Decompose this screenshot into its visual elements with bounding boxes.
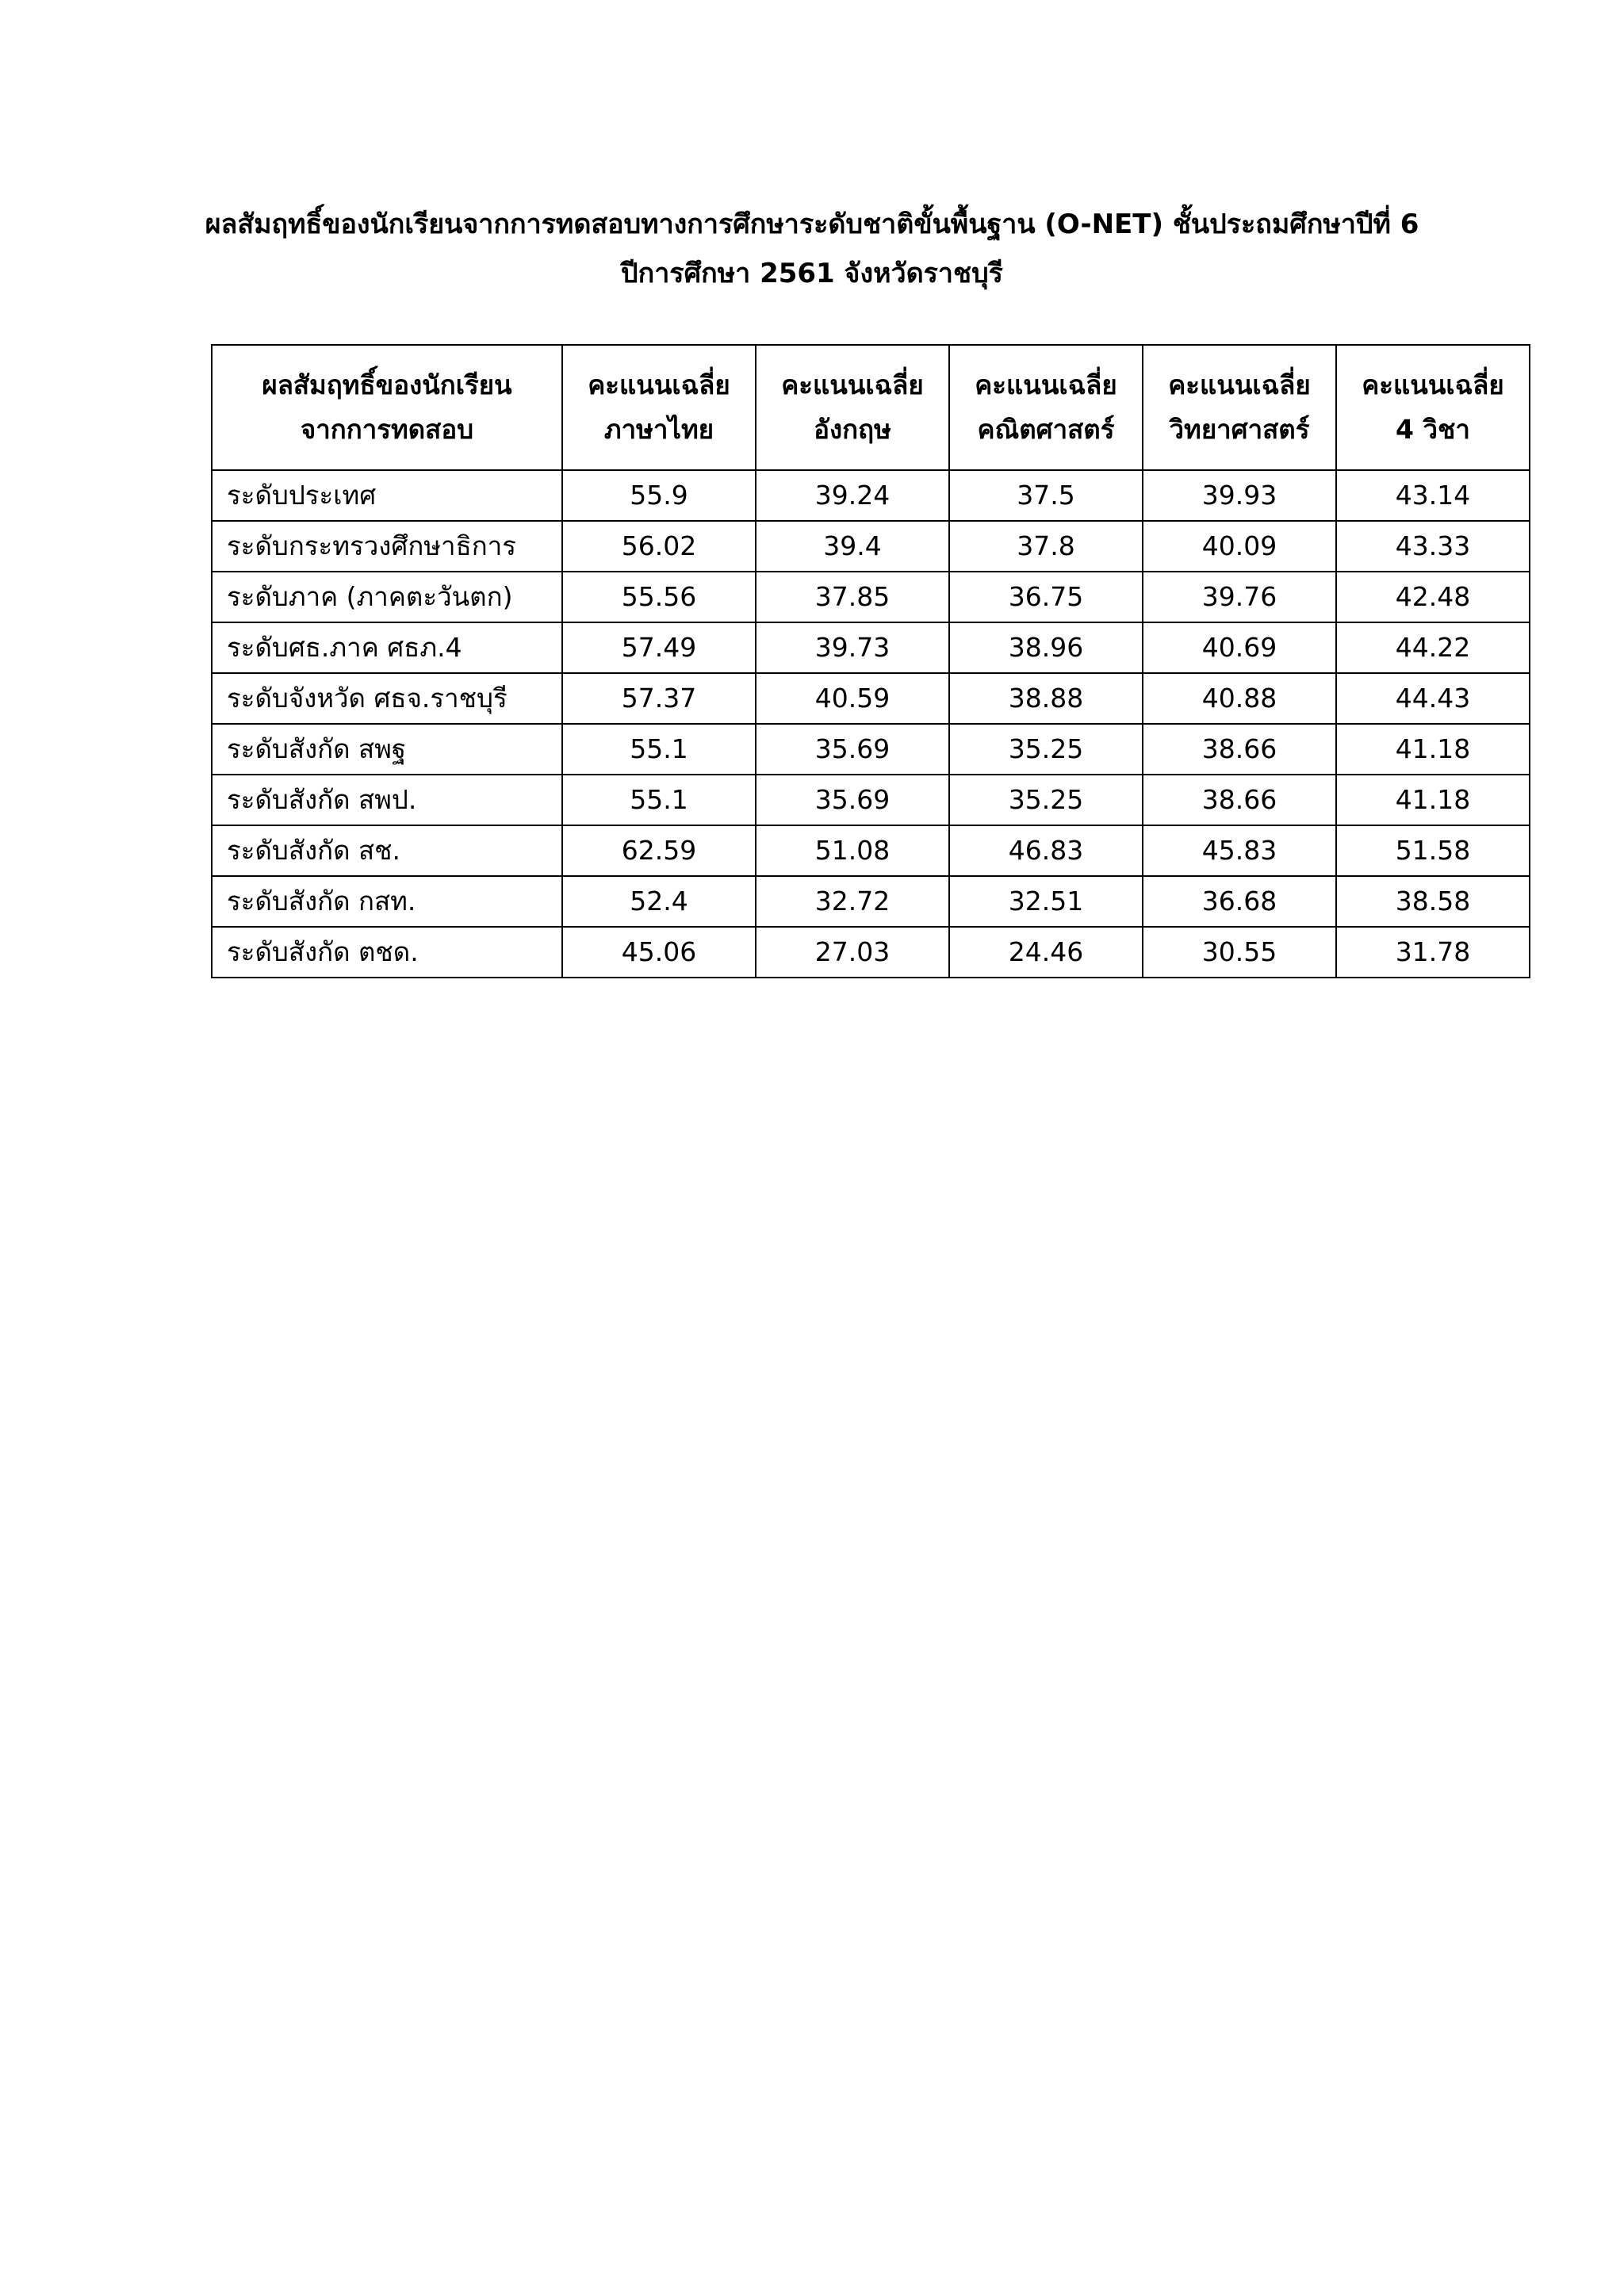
table-row bbox=[212, 775, 1530, 825]
cell-four-subjects: 31.78 bbox=[1336, 927, 1530, 978]
cell-four-subjects: 41.18 bbox=[1336, 775, 1530, 825]
cell-science: 38.66 bbox=[1143, 724, 1336, 775]
cell-science: 39.76 bbox=[1143, 572, 1336, 622]
document-title-line-2: ปีการศึกษา 2561 จังหวัดราชบุรี bbox=[621, 258, 1003, 289]
cell-thai: 55.1 bbox=[562, 724, 756, 775]
cell-english: 51.08 bbox=[756, 825, 949, 876]
cell-science: 40.69 bbox=[1143, 622, 1336, 673]
cell-thai: 62.59 bbox=[562, 825, 756, 876]
cell-math: 37.8 bbox=[949, 521, 1143, 572]
cell-level: ระดับจังหวัด ศธจ.ราชบุรี bbox=[212, 673, 562, 724]
cell-math: 38.96 bbox=[949, 622, 1143, 673]
table-row bbox=[212, 521, 1530, 572]
cell-thai: 56.02 bbox=[562, 521, 756, 572]
cell-thai: 57.37 bbox=[562, 673, 756, 724]
cell-level: ระดับภาค (ภาคตะวันตก) bbox=[212, 572, 562, 622]
cell-level: ระดับสังกัด สพป. bbox=[212, 775, 562, 825]
header-science-line-1: คะแนนเฉลี่ย bbox=[1168, 369, 1311, 400]
header-thai-line-1: คะแนนเฉลี่ย bbox=[588, 369, 730, 400]
header-level bbox=[212, 345, 562, 470]
cell-english: 39.73 bbox=[756, 622, 949, 673]
cell-science: 39.93 bbox=[1143, 470, 1336, 521]
cell-math: 32.51 bbox=[949, 876, 1143, 927]
table-row bbox=[212, 622, 1530, 673]
cell-math: 36.75 bbox=[949, 572, 1143, 622]
cell-science: 40.88 bbox=[1143, 673, 1336, 724]
document-title-line-1: ผลสัมฤทธิ์ของนักเรียนจากการทดสอบทางการศึกษาระดับชาติขั้นพื้นฐาน (O-NET) ชั้นประถมศึกษาปีที่ 6 bbox=[205, 209, 1419, 240]
cell-science: 40.09 bbox=[1143, 521, 1336, 572]
cell-science: 45.83 bbox=[1143, 825, 1336, 876]
header-level-line-1: ผลสัมฤทธิ์ของนักเรียน bbox=[262, 369, 512, 400]
header-math bbox=[949, 345, 1143, 470]
header-level-line-2: จากการทดสอบ bbox=[300, 414, 474, 445]
table-header-row bbox=[212, 345, 1530, 470]
cell-four-subjects: 42.48 bbox=[1336, 572, 1530, 622]
cell-level: ระดับประเทศ bbox=[212, 470, 562, 521]
cell-math: 24.46 bbox=[949, 927, 1143, 978]
header-english bbox=[756, 345, 949, 470]
cell-math: 37.5 bbox=[949, 470, 1143, 521]
cell-math: 35.25 bbox=[949, 724, 1143, 775]
cell-level: ระดับสังกัด สพฐ bbox=[212, 724, 562, 775]
table-row bbox=[212, 724, 1530, 775]
table-row bbox=[212, 927, 1530, 978]
cell-math: 38.88 bbox=[949, 673, 1143, 724]
cell-english: 39.4 bbox=[756, 521, 949, 572]
cell-four-subjects: 43.14 bbox=[1336, 470, 1530, 521]
cell-four-subjects: 38.58 bbox=[1336, 876, 1530, 927]
onet-results-table bbox=[211, 344, 1530, 978]
cell-english: 35.69 bbox=[756, 775, 949, 825]
header-science bbox=[1143, 345, 1336, 470]
header-four-subjects bbox=[1336, 345, 1530, 470]
cell-thai: 55.1 bbox=[562, 775, 756, 825]
cell-level: ระดับสังกัด กสท. bbox=[212, 876, 562, 927]
header-science-line-2: วิทยาศาสตร์ bbox=[1169, 414, 1310, 445]
cell-thai: 55.56 bbox=[562, 572, 756, 622]
cell-science: 30.55 bbox=[1143, 927, 1336, 978]
cell-level: ระดับสังกัด ตชด. bbox=[212, 927, 562, 978]
cell-english: 39.24 bbox=[756, 470, 949, 521]
header-english-line-2: อังกฤษ bbox=[814, 414, 891, 445]
cell-science: 36.68 bbox=[1143, 876, 1336, 927]
header-english-line-1: คะแนนเฉลี่ย bbox=[781, 369, 924, 400]
cell-level: ระดับศธ.ภาค ศธภ.4 bbox=[212, 622, 562, 673]
cell-math: 35.25 bbox=[949, 775, 1143, 825]
cell-level: ระดับกระทรวงศึกษาธิการ bbox=[212, 521, 562, 572]
cell-four-subjects: 44.22 bbox=[1336, 622, 1530, 673]
cell-math: 46.83 bbox=[949, 825, 1143, 876]
cell-science: 38.66 bbox=[1143, 775, 1336, 825]
table-row bbox=[212, 876, 1530, 927]
header-math-line-2: คณิตศาสตร์ bbox=[977, 414, 1115, 445]
header-math-line-1: คะแนนเฉลี่ย bbox=[975, 369, 1117, 400]
table-row bbox=[212, 673, 1530, 724]
header-four-subjects-line-1: คะแนนเฉลี่ย bbox=[1362, 369, 1504, 400]
cell-four-subjects: 41.18 bbox=[1336, 724, 1530, 775]
table-row bbox=[212, 572, 1530, 622]
cell-thai: 57.49 bbox=[562, 622, 756, 673]
cell-english: 37.85 bbox=[756, 572, 949, 622]
cell-four-subjects: 51.58 bbox=[1336, 825, 1530, 876]
cell-level: ระดับสังกัด สช. bbox=[212, 825, 562, 876]
cell-four-subjects: 43.33 bbox=[1336, 521, 1530, 572]
cell-four-subjects: 44.43 bbox=[1336, 673, 1530, 724]
cell-thai: 45.06 bbox=[562, 927, 756, 978]
header-thai-line-2: ภาษาไทย bbox=[603, 414, 714, 445]
table-row bbox=[212, 470, 1530, 521]
cell-thai: 52.4 bbox=[562, 876, 756, 927]
cell-thai: 55.9 bbox=[562, 470, 756, 521]
header-thai bbox=[562, 345, 756, 470]
cell-english: 40.59 bbox=[756, 673, 949, 724]
cell-english: 27.03 bbox=[756, 927, 949, 978]
cell-english: 32.72 bbox=[756, 876, 949, 927]
table-row bbox=[212, 825, 1530, 876]
cell-english: 35.69 bbox=[756, 724, 949, 775]
header-four-subjects-line-2: 4 วิชา bbox=[1396, 414, 1470, 445]
